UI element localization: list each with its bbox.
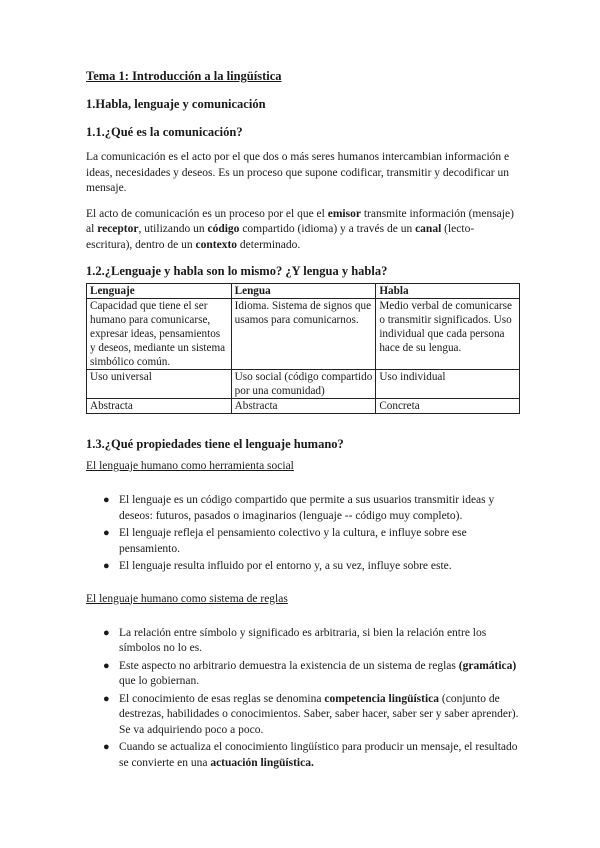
section-heading-1-3: 1.3.¿Qué propiedades tiene el lenguaje humano? [86,437,344,451]
section-heading-1: 1.Habla, lenguaje y comunicación [86,97,266,111]
bullet-icon: ● [103,692,110,705]
bullet-icon: ● [103,659,110,672]
bullet-icon: ● [103,741,110,753]
paragraph-communication-definition: La comunicación es el acto por el que dos o más seres humanos intercambian información e ideas, necesidades y deseos. Es un proceso que supone codificar, transmitir y decodificar un mensaje. [86,151,510,194]
table-cell: Medio verbal de comunicarse o transmitir significados. Uso individual que cada persona hace de su lengua. [376,299,520,370]
list-item: ● El lenguaje resulta influido por el entorno y, a su vez, influye sobre este. [119,559,520,575]
list-item: ● El lenguaje refleja el pensamiento colectivo y la cultura, e influye sobre ese pensamiento. [103,527,467,555]
document-title: Tema 1: Introducción a la lingüística [86,69,282,83]
table-header-cell: Habla [376,284,520,299]
table-row [87,399,520,414]
list-item: ● Cuando se actualiza el conocimiento lingüístico para producir un mensaje, el resultado se convierte en una actuación lingüística. [103,741,518,769]
table-cell: Idioma. Sistema de signos que usamos para comunicarnos. [231,299,376,370]
list-item: ● La relación entre símbolo y significado es arbitraria, si bien la relación entre los símbolos no lo es. [103,626,487,654]
subheading-social-tool: El lenguaje humano como herramienta social [86,460,294,472]
table-cell: Abstracta [231,399,376,414]
table-row [87,299,520,370]
list-rule-system [86,626,520,772]
table-cell: Concreta [376,399,520,414]
table-cell: Abstracta [87,399,232,414]
list-item: ● Este aspecto no arbitrario demuestra la existencia de un sistema de reglas (gramática) que lo gobiernan. [103,659,517,687]
bullet-icon: ● [103,494,110,506]
section-heading-1-1: 1.1.¿Qué es la comunicación? [86,125,243,139]
paragraph-communication-act: El acto de comunicación es un proceso por el que el emisor transmite información (mensaje) al receptor, utilizando un código compartido (idioma) y a través de un canal (lecto-escritura), dentro de un contexto determinado. [86,207,514,251]
table-cell: Uso universal [87,370,232,399]
subheading-rule-system: El lenguaje humano como sistema de reglas [86,592,288,605]
list-item: ● El lenguaje es un código compartido que permite a sus usuarios transmitir ideas y deseos: futuros, pasados o imaginarios (lenguaje -- código muy completo). [103,494,495,522]
table-header-row [87,284,520,299]
table-cell: Capacidad que tiene el ser humano para comunicarse, expresar ideas, pensamientos y deseos, mediante un sistema simbólico común. [87,299,232,370]
table-cell: Uso social (código compartido por una comunidad) [231,370,376,399]
section-heading-1-2: 1.2.¿Lenguaje y habla son lo mismo? ¿Y lengua y habla? [86,264,388,278]
list-social-tool [86,493,520,575]
table-cell: Uso individual [376,370,520,399]
bullet-icon: ● [103,527,110,539]
bullet-icon: ● [103,560,110,572]
table-row [87,370,520,399]
list-item: ● El conocimiento de esas reglas se denomina competencia lingüística (conjunto de destrezas, habilidades o conocimientos. Saber, saber hacer, saber ser y saber aprender). Se va adquiriendo poco a poco. [103,692,519,736]
document-page [86,68,520,788]
comparison-table [86,283,520,414]
bullet-icon: ● [103,626,110,639]
table-header-cell: Lengua [231,284,376,299]
table-header-cell: Lenguaje [87,284,232,299]
